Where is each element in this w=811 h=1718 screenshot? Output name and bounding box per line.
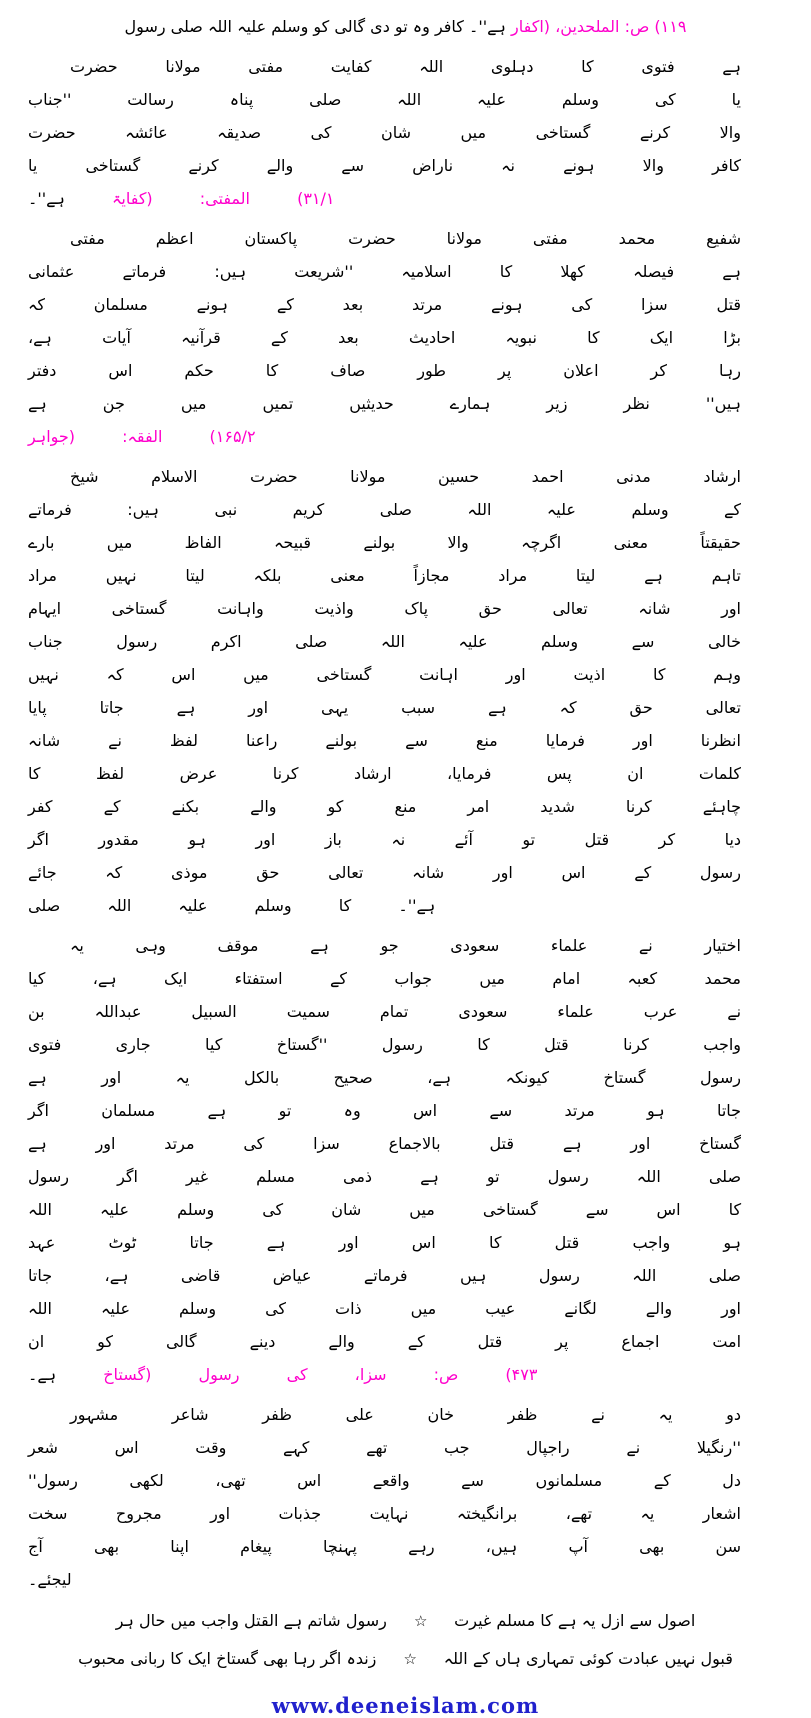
star-separator-icon: ☆ [413, 1612, 428, 1630]
footer [28, 1693, 783, 1718]
citation-reference: (گستاخ رسول کی سزا، ص: ۴۷۳) [103, 1365, 538, 1384]
citation-reference: (جواہر الفقہ: ۱۶۵/۲) [28, 427, 256, 446]
paragraph-saudi-ulama-fatwa [28, 929, 783, 1391]
paragraph-zafar-ali-khan-intro [28, 1398, 783, 1596]
paragraph-mufti-shafi-quote [28, 222, 783, 453]
couplet-line-1 [28, 1603, 783, 1639]
citation-reference: (کفایۃ المفتی: ۳۱/۱) [112, 189, 335, 208]
couplet-line-2 [28, 1641, 783, 1677]
urdu-text-segment: ہر حال میں واجب القتل ہے شاتم رسول [115, 1611, 387, 1630]
urdu-text-segment: مفتی اعظم پاکستان حضرت مولانا مفتی محمد شفیع عثمانی فرماتے ہیں: ''شریعت اسلامیہ کا کھلا فیصلہ ہے کہ مسلمان ہونے کے بعد مرتد ہونے کی سزا قتل ہے، آیات قرآنیہ کے بعد احادیث نبویہ کا ایک بڑا دفتر اس حکم کا صاف طور پر اعلان کر رہا ہے جن میں تمیں حدیثیں ہمارے زیر نظر ہیں'' [28, 229, 742, 413]
urdu-text-segment: رسول صلی اللہ علیہ وسلم کو گالی دی تو وہ کافر ہے''۔ [124, 17, 506, 36]
urdu-text-segment: غیرت مسلم کا ہے یہ ازل سے اصول [454, 1611, 696, 1630]
urdu-text-segment: اللہ کے ہاں تمہاری کوئی عبادت نہیں قبول [443, 1649, 733, 1668]
paragraph-kifayatullah-fatwa [28, 50, 783, 215]
urdu-text-segment: حضرت مولانا مفتی کفایت اللہ دہلوی کا فتوی ہے ''جناب رسالت پناہ صلی اللہ علیہ وسلم کی یا حضرت عائشہ صدیقہ کی شان میں گستاخی کرنے والا یا گستاخی کرنے والے سے ناراض نہ ہونے والا کافر ہے''۔ [28, 57, 742, 208]
paragraph-hussain-ahmad-madni-quote [28, 460, 783, 922]
website-link[interactable]: www.deeneislam.com [271, 1693, 540, 1718]
urdu-text-segment: محبوب ربانی کا ایک گستاخ بھی رہا اگر زندہ [78, 1649, 377, 1668]
urdu-text-segment: مشہور شاعر ظفر علی خان ظفر نے یہ دو شعر اس وقت کہے تھے جب راجپال نے ''رنگیلا رسول'' لکھی تھی، اس واقعے سے مسلمانوں کے دل سخت مجروح اور جذبات نہایت برانگیختہ تھے، یہ اشعار آج بھی اپنا پیغام پہنچا رہے ہیں، آپ بھی سن لیجئے۔ [28, 1405, 742, 1589]
urdu-text-segment: شیخ الاسلام حضرت مولانا حسین احمد مدنی ارشاد فرماتے ہیں: نبی کریم صلی اللہ علیہ وسلم کے بارے میں الفاظ قبیحہ بولنے والا اگرچہ معنی حقیقتاً مراد نہیں لیتا بلکہ معنی مجازاً مراد لیتا ہے تاہم ایہام گستاخی واہانت واذیت پاک حق تعالی شانہ اور جناب رسول اکرم صلی اللہ علیہ وسلم سے خالی نہیں کہ اس میں گستاخی اہانت اور اذیت کا وہم پایا جاتا ہے اور یہی سبب ہے کہ حق تعالی شانہ نے لفظ راعنا بولنے سے منع فرمایا اور انظرنا کا لفظ عرض کرنا ارشاد فرمایا، پس ان کلمات کفر کے بکنے والے کو منع امر شدید کرنا چاہئے اگر مقدور ہو اور باز نہ آئے تو قتل کر دیا جائے کہ موذی حق تعالی شانہ اور اس کے رسول صلی اللہ علیہ وسلم کا ہے''۔ [28, 467, 742, 915]
paragraph-quote-ending [28, 10, 783, 43]
urdu-text-segment: یہ وہی موقف ہے جو سعودی علماء نے اختیار کیا ہے، ایک استفتاء کے جواب میں امام کعبہ محمد بن عبداللہ السبیل سمیت تمام سعودی علماء عرب نے فتوی جاری کیا ''گستاخ رسول کا قتل کرنا واجب ہے اور یہ بالکل صحیح ہے، کیونکہ گستاخ رسول اگر مسلمان ہے تو وہ اس سے مرتد ہو جاتا ہے اور مرتد کی سزا بالاجماع قتل ہے اور گستاخ رسول اگر غیر مسلم ذمی ہے تو رسول اللہ صلی اللہ علیہ وسلم کی شان میں گستاخی سے اس کا عہد ٹوٹ جاتا ہے اور اس کا قتل واجب ہو جاتا ہے، قاضی عیاض فرماتے ہیں رسول اللہ صلی اللہ علیہ وسلم کی ذات میں عیب لگانے والے اور ان کو گالی دینے والے کے قتل پر اجماع امت ہے۔ [28, 936, 742, 1384]
star-separator-icon: ☆ [403, 1650, 417, 1668]
citation-reference: (اکفار الملحدین، ص: ۱۱۹) [511, 17, 687, 36]
